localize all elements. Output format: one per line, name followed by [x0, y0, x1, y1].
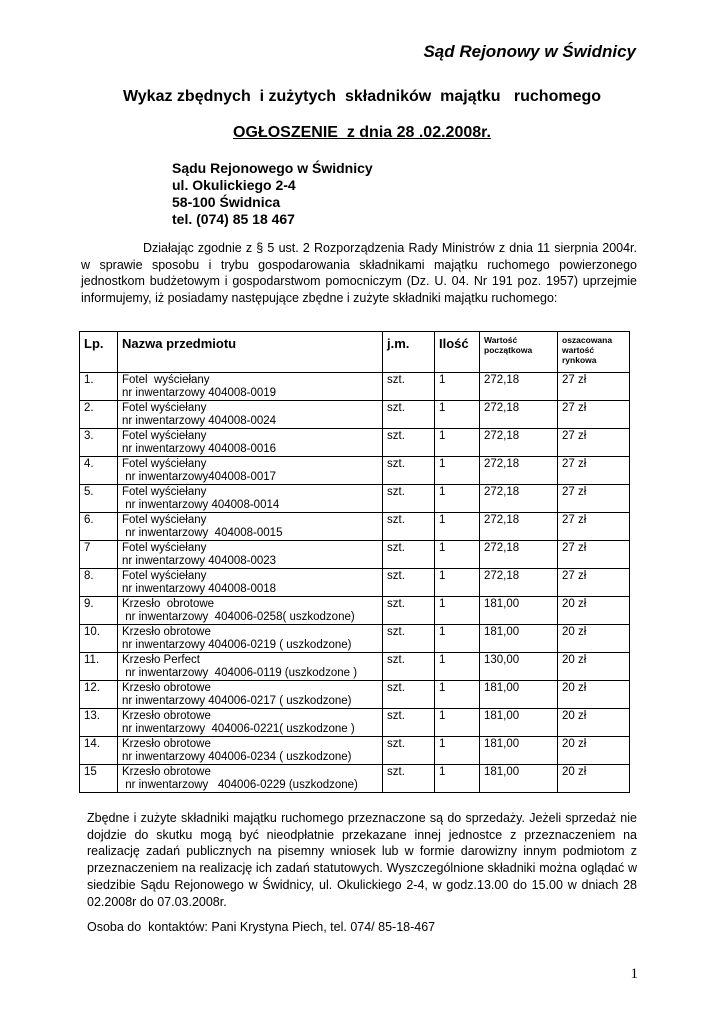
document-title: Wykaz zbędnych i zużytych składników majątku ruchomego [122, 88, 602, 105]
item-name: Fotel wyściełany [122, 486, 207, 498]
cell-lp: 11. [80, 653, 118, 681]
cell-lp: 15 [80, 765, 118, 793]
cell-initial-value: 130,00 [480, 653, 558, 681]
item-inventory-number: nr inwentarzowy 404008-0019 [122, 387, 277, 399]
cell-unit: szt. [383, 653, 435, 681]
cell-initial-value: 181,00 [480, 681, 558, 709]
table-row [80, 569, 630, 597]
table-row [80, 625, 630, 653]
cell-market-value: 20 zł [558, 681, 630, 709]
table-row [80, 541, 630, 569]
item-name: Fotel wyściełany [122, 542, 207, 554]
table-row [80, 429, 630, 457]
header-market-value: oszacowana wartość rynkowa [558, 332, 630, 373]
cell-unit: szt. [383, 569, 435, 597]
item-name: Fotel wyściełany [122, 570, 207, 582]
intro-text: Działając zgodnie z § 5 ust. 2 Rozporządzenia Rady Ministrów z dnia 11 sierpnia 2004r. w sprawie sposobu i trybu gospodarowania składnikami majątku ruchomego powierzonego jednostkom budżetowym i gospodarstwom pomocniczym (Dz. U. 04. Nr 191 poz. 1957) uprzejmie informujemy, iż posiadamy następujące zbędne i zużyte składniki majątku ruchomego: [81, 241, 637, 306]
address-city: 58-100 Świdnica [172, 194, 281, 210]
table-row [80, 653, 630, 681]
item-inventory-number: nr inwentarzowy 404008-0015 [122, 527, 283, 539]
cell-initial-value: 272,18 [480, 373, 558, 401]
cell-qty: 1 [435, 681, 480, 709]
cell-market-value: 20 zł [558, 653, 630, 681]
item-inventory-number: nr inwentarzowy 404008-0018 [122, 583, 277, 595]
cell-unit: szt. [383, 541, 435, 569]
cell-market-value: 20 zł [558, 709, 630, 737]
cell-name [118, 569, 383, 597]
cell-lp: 2. [80, 401, 118, 429]
cell-lp: 3. [80, 429, 118, 457]
table-row [80, 709, 630, 737]
cell-lp: 14. [80, 737, 118, 765]
cell-initial-value: 272,18 [480, 429, 558, 457]
cell-unit: szt. [383, 681, 435, 709]
header-lp: Lp. [80, 332, 118, 373]
item-inventory-number: nr inwentarzowy 404008-0023 [122, 555, 277, 567]
cell-unit: szt. [383, 765, 435, 793]
address-phone: tel. (074) 85 18 467 [172, 211, 295, 227]
cell-unit: szt. [383, 429, 435, 457]
item-name: Krzesło obrotowe [122, 626, 211, 638]
cell-name [118, 485, 383, 513]
header-initial-value: Wartość początkowa [480, 332, 558, 373]
cell-qty: 1 [435, 625, 480, 653]
cell-initial-value: 272,18 [480, 569, 558, 597]
closing-paragraph [87, 810, 637, 910]
cell-name [118, 429, 383, 457]
cell-market-value: 27 zł [558, 401, 630, 429]
cell-market-value: 27 zł [558, 457, 630, 485]
table-row [80, 513, 630, 541]
cell-name [118, 597, 383, 625]
cell-name [118, 681, 383, 709]
item-inventory-number: nr inwentarzowy 404006-0258( uszkodzone) [122, 611, 355, 623]
cell-unit: szt. [383, 513, 435, 541]
cell-name [118, 401, 383, 429]
item-inventory-number: nr inwentarzowy 404006-0234 ( uszkodzone) [122, 751, 352, 763]
item-inventory-number: nr inwentarzowy 404006-0219 ( uszkodzone) [122, 639, 352, 651]
cell-market-value: 20 zł [558, 765, 630, 793]
cell-unit: szt. [383, 401, 435, 429]
item-name: Fotel wyściełany [122, 374, 210, 386]
cell-initial-value: 181,00 [480, 597, 558, 625]
cell-initial-value: 181,00 [480, 765, 558, 793]
cell-qty: 1 [435, 709, 480, 737]
item-inventory-number: nr inwentarzowy 404008-0016 [122, 443, 277, 455]
cell-name [118, 373, 383, 401]
item-name: Krzesło obrotowe [122, 598, 215, 610]
cell-initial-value: 181,00 [480, 737, 558, 765]
item-name: Krzesło obrotowe [122, 710, 211, 722]
cell-lp: 13. [80, 709, 118, 737]
item-inventory-number: nr inwentarzowy 404006-0217 ( uszkodzone) [122, 695, 352, 707]
cell-qty: 1 [435, 485, 480, 513]
table-row [80, 457, 630, 485]
address-institution: Sądu Rejonowego w Świdnicy [172, 160, 373, 176]
cell-name [118, 457, 383, 485]
table-row [80, 765, 630, 793]
item-inventory-number: nr inwentarzowy 404006-0229 (uszkodzone) [122, 779, 358, 791]
item-inventory-number: nr inwentarzowy 404006-0221( uszkodzone ) [122, 723, 355, 735]
cell-initial-value: 272,18 [480, 401, 558, 429]
cell-lp: 7 [80, 541, 118, 569]
address-block [172, 160, 373, 228]
item-name: Fotel wyściełany [122, 458, 207, 470]
cell-initial-value: 181,00 [480, 709, 558, 737]
item-name: Fotel wyściełany [122, 430, 207, 442]
cell-name [118, 541, 383, 569]
cell-market-value: 20 zł [558, 737, 630, 765]
cell-initial-value: 181,00 [480, 625, 558, 653]
cell-market-value: 27 zł [558, 541, 630, 569]
item-inventory-number: nr inwentarzowy 404008-0024 [122, 415, 277, 427]
cell-market-value: 20 zł [558, 625, 630, 653]
item-name: Krzesło obrotowe [122, 766, 211, 778]
table-row [80, 373, 630, 401]
table-row [80, 485, 630, 513]
item-name: Krzesło Perfect [122, 654, 200, 666]
cell-qty: 1 [435, 569, 480, 597]
contact-person: Osoba do kontaktów: Pani Krystyna Piech, tel. 074/ 85-18-467 [87, 920, 436, 934]
cell-qty: 1 [435, 597, 480, 625]
cell-lp: 10. [80, 625, 118, 653]
court-name: Sąd Rejonowy w Świdnicy [423, 42, 636, 61]
cell-unit: szt. [383, 485, 435, 513]
cell-lp: 12. [80, 681, 118, 709]
cell-initial-value: 272,18 [480, 457, 558, 485]
cell-unit: szt. [383, 597, 435, 625]
cell-market-value: 27 zł [558, 373, 630, 401]
cell-qty: 1 [435, 765, 480, 793]
cell-lp: 9. [80, 597, 118, 625]
item-name: Fotel wyściełany [122, 402, 207, 414]
cell-qty: 1 [435, 401, 480, 429]
cell-qty: 1 [435, 513, 480, 541]
cell-initial-value: 272,18 [480, 541, 558, 569]
cell-qty: 1 [435, 737, 480, 765]
cell-unit: szt. [383, 373, 435, 401]
table-row [80, 597, 630, 625]
table-row [80, 681, 630, 709]
cell-name [118, 513, 383, 541]
table-row [80, 401, 630, 429]
cell-qty: 1 [435, 373, 480, 401]
cell-name [118, 737, 383, 765]
cell-unit: szt. [383, 709, 435, 737]
cell-qty: 1 [435, 429, 480, 457]
cell-name [118, 653, 383, 681]
announcement-date: OGŁOSZENIE z dnia 28 .02.2008r. [233, 124, 491, 141]
cell-initial-value: 272,18 [480, 513, 558, 541]
item-name: Fotel wyściełany [122, 514, 207, 526]
cell-unit: szt. [383, 457, 435, 485]
item-inventory-number: nr inwentarzowy 404006-0119 (uszkodzone ) [122, 667, 358, 679]
cell-market-value: 20 zł [558, 597, 630, 625]
cell-lp: 8. [80, 569, 118, 597]
address-street: ul. Okulickiego 2-4 [172, 177, 296, 193]
item-inventory-number: nr inwentarzowy404008-0017 [122, 471, 277, 483]
table-row [80, 737, 630, 765]
cell-lp: 6. [80, 513, 118, 541]
cell-lp: 5. [80, 485, 118, 513]
page-number: 1 [630, 966, 638, 982]
item-name: Krzesło obrotowe [122, 682, 211, 694]
cell-lp: 1. [80, 373, 118, 401]
cell-lp: 4. [80, 457, 118, 485]
cell-market-value: 27 zł [558, 485, 630, 513]
assets-table [79, 331, 630, 793]
item-name: Krzesło obrotowe [122, 738, 211, 750]
item-inventory-number: nr inwentarzowy 404008-0014 [122, 499, 280, 511]
cell-market-value: 27 zł [558, 513, 630, 541]
cell-qty: 1 [435, 457, 480, 485]
cell-unit: szt. [383, 737, 435, 765]
cell-unit: szt. [383, 625, 435, 653]
cell-qty: 1 [435, 653, 480, 681]
cell-market-value: 27 zł [558, 429, 630, 457]
intro-paragraph [81, 240, 637, 307]
cell-initial-value: 272,18 [480, 485, 558, 513]
cell-market-value: 27 zł [558, 569, 630, 597]
header-name: Nazwa przedmiotu [118, 332, 383, 373]
cell-qty: 1 [435, 541, 480, 569]
cell-name [118, 625, 383, 653]
header-qty: Ilość [435, 332, 480, 373]
cell-name [118, 765, 383, 793]
table-header-row [80, 332, 630, 373]
closing-text: Zbędne i zużyte składniki majątku ruchomego przeznaczone są do sprzedaży. Jeżeli sprzedaż nie dojdzie do skutku mogą być nieodpłatnie przekazane innej jednostce z przeznaczeniem na realizację zadań publicznych na pisemny wniosek lub w formie darowizny innym podmiotom z przeznaczeniem na realizację ich zadań statutowych. Wyszczególnione składniki można oglądać w siedzibie Sądu Rejonowego w Świdnicy, ul. Okulickiego 2-4, w godz.13.00 do 15.00 w dniach 28 02.2008r do 07.03.2008r. [87, 811, 637, 909]
header-unit: j.m. [383, 332, 435, 373]
cell-name [118, 709, 383, 737]
